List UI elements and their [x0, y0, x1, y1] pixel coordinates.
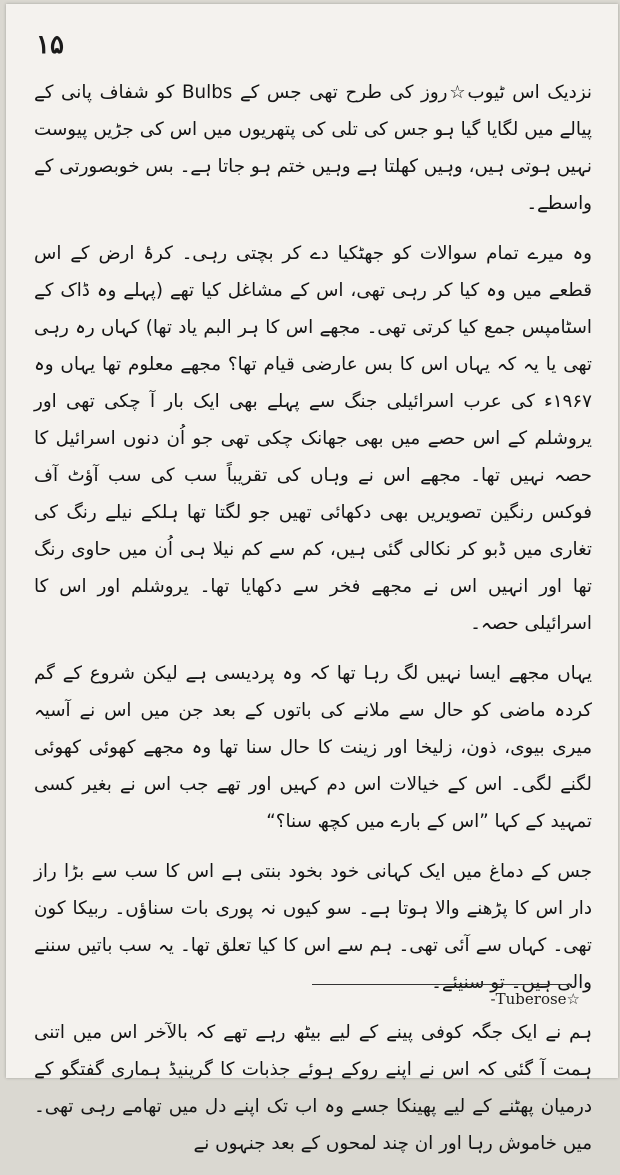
page-body	[34, 74, 592, 1175]
paragraph-3: یہاں مجھے ایسا نہیں لگ رہا تھا کہ وہ پردیسی ہے لیکن شروع کے گم کردہ ماضی کو حال سے ملانے کی باتوں کے بعد جن میں اس نے آسیہ میری بیوی، ذون، زلیخا اور زینت کا حال سنا تھا وہ مجھے کھوئی کھوئی لگنے لگی۔ اس کے خیالات اس دم کہیں اور تھے جب اس نے بغیر کسی تمہید کے کہا ”اس کے بارے میں کچھ سنا؟“	[34, 663, 592, 832]
paragraph-2: وہ میرے تمام سوالات کو جھٹکیا دے کر بچتی رہی۔ کرۂ ارض کے اس قطعے میں وہ کیا کر رہی تھی، اس کے مشاغل کیا تھے (پہلے وہ ڈاک کے اسٹامپس جمع کیا کرتی تھی۔ مجھے اس کا ہر البم یاد تھا) کہاں رہ رہی تھی یا یہ کہ یہاں اس کا بس عارضی قیام تھا؟ مجھے معلوم تھا یہاں وہ ۱۹۶۷ء کی عرب اسرائیلی جنگ سے پہلے بھی ایک بار آ چکی تھی اور یروشلم کے اس حصے میں بھی جھانک چکی تھی جو اُن دنوں اسرائیل کا حصہ نہیں تھا۔ مجھے اس نے وہاں کی تقریباً سب کی سب آؤٹ آف فوکس رنگین تصویریں بھی دکھائی تھیں جو لگتا تھا ہلکے نیلے رنگ کی تغاری میں ڈبو کر نکالی گئی ہیں، کم سے کم نیلا ہی اُن میں حاوی رنگ تھا اور انہیں اس نے مجھے فخر سے دکھایا تھا۔ یروشلم اور اس کا اسرائیلی حصہ۔	[34, 243, 592, 634]
page-number: ۱۵	[36, 30, 64, 60]
footnote-divider	[312, 984, 572, 985]
paragraph-4: جس کے دماغ میں ایک کہانی خود بخود بنتی ہے اس کا سب سے بڑا راز دار اس کا پڑھنے والا ہوتا ہے۔ سو کیوں نہ پوری بات سناؤں۔ ربیکا کون تھی۔ کہاں سے آئی تھی۔ ہم سے اس کا کیا تعلق تھا۔ یہ سب باتیں سننے والی ہیں۔ تو سنیئے۔	[34, 861, 592, 993]
paragraph-5: ہم نے ایک جگہ کوفی پینے کے لیے بیٹھ رہے تھے کہ بالآخر اس میں اتنی ہمت آ گئی کہ اس نے اپنے روکے ہوئے جذبات کا گرینیڈ ہماری گفتگو کے درمیان پھٹنے کے لیے پھینکا جسے وہ اب تک اپنے دل میں تھامے رہی تھی۔ میں خاموش رہا اور ان چند لمحوں کے بعد جنہوں نے	[34, 1022, 592, 1154]
paragraph-1: نزدیک اس ٹیوب☆روز کی طرح تھی جس کے Bulbs کو شفاف پانی کے پیالے میں لگایا گیا ہو جس کی تلی کی پتھریوں میں اس کی جڑیں پیوست نہیں ہوتی ہیں، وہیں کھلتا ہے وہیں ختم ہو جاتا ہے۔ بس خوبصورتی کے واسطے۔	[34, 82, 592, 214]
book-page	[6, 4, 618, 1154]
footnote: ☆Tuberose-	[490, 990, 580, 1008]
